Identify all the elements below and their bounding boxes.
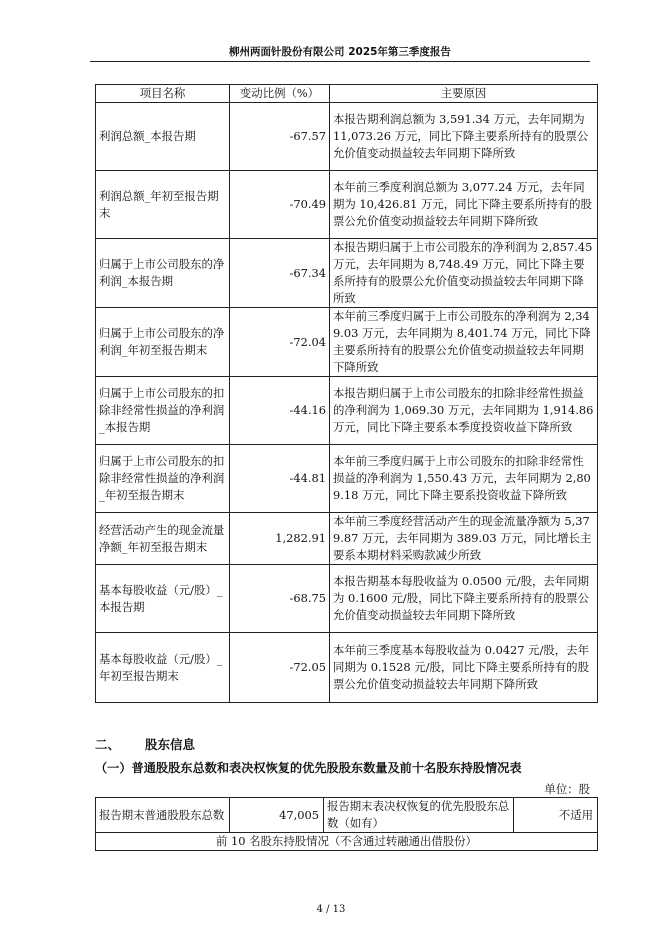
row-item-name: 经营活动产生的现金流量净额_年初至报告期末 [96,513,230,565]
row-reason: 本年前三季度归属于上市公司股东的净利润为 2,349.03 万元，去年同期为 8,401.74 万元，同比下降主要系所持有的股票公允价值变动损益较去年同期下降所致 [330,308,598,377]
row-item-name: 归属于上市公司股东的扣除非经常性损益的净利润_本报告期 [96,377,230,445]
row-reason: 本年前三季度基本每股收益为 0.0427 元/股，去年同期为 0.1528 元/股，同比下降主要系所持有的股票公允价值变动损益较去年同期下降所致 [330,633,598,703]
row-reason: 本报告期归属于上市公司股东的扣除非经常性损益的净利润为 1,069.30 万元，去年同期为 1,914.86 万元，同比下降主要系本季度投资收益下降所致 [330,377,598,445]
row-reason: 本年前三季度经营活动产生的现金流量净额为 5,379.87 万元，去年同期为 389.03 万元，同比增长主要系本期材料采购款减少所致 [330,513,598,565]
unit-label: 单位：股 [544,782,590,796]
shareholder-totals-row [96,798,598,833]
top10-caption: 前 10 名股东持股情况（不含通过转融通出借股份） [96,833,598,851]
shareholder-summary-table [95,797,598,851]
table-header-row [96,85,598,103]
row-item-name: 基本每股收益（元/股）_本报告期 [96,565,230,633]
preferred-shareholders-label: 报告期末表决权恢复的优先股股东总数（如有） [324,798,514,833]
row-item-name: 基本每股收益（元/股）_年初至报告期末 [96,633,230,703]
preferred-shareholders-value: 不适用 [514,798,598,833]
table-row [96,308,598,377]
row-change-ratio: -72.05 [230,633,330,703]
row-item-name: 归属于上市公司股东的净利润_本报告期 [96,239,230,308]
header-item-name: 项目名称 [96,85,230,103]
table-row [96,377,598,445]
row-item-name: 归属于上市公司股东的扣除非经常性损益的净利润_年初至报告期末 [96,445,230,513]
table-row [96,633,598,703]
header-divider [90,61,590,62]
row-change-ratio: 1,282.91 [230,513,330,565]
row-change-ratio: -72.04 [230,308,330,377]
page-header: 柳州两面针股份有限公司 2025年第三季度报告 [229,46,451,58]
section-title: 股东信息 [145,737,196,752]
table-row [96,565,598,633]
section-number: 二、 [95,737,121,752]
row-change-ratio: -44.16 [230,377,330,445]
page-number: 4 / 13 [316,904,346,915]
change-reason-table [95,84,598,703]
row-change-ratio: -68.75 [230,565,330,633]
row-reason: 本报告期基本每股收益为 0.0500 元/股，去年同期为 0.1600 元/股，同比下降主要系所持有的股票公允价值变动损益较去年同期下降所致 [330,565,598,633]
row-item-name: 归属于上市公司股东的净利润_年初至报告期末 [96,308,230,377]
row-reason: 本年前三季度利润总额为 3,077.24 万元，去年同期为 10,426.81 万元，同比下降主要系所持有的股票公允价值变动损益较去年同期下降所致 [330,171,598,239]
row-reason: 本报告期归属于上市公司股东的净利润为 2,857.45 万元，去年同期为 8,748.49 万元，同比下降主要系所持有的股票公允价值变动损益较去年同期下降所致 [330,239,598,308]
subsection-heading: （一）普通股股东总数和表决权恢复的优先股股东数量及前十名股东持股情况表 [95,761,522,775]
header-change-ratio: 变动比例（%） [230,85,330,103]
row-change-ratio: -44.81 [230,445,330,513]
row-item-name: 利润总额_年初至报告期末 [96,171,230,239]
top10-caption-row [96,833,598,851]
total-shareholders-label: 报告期末普通股股东总数 [96,798,230,833]
row-change-ratio: -67.34 [230,239,330,308]
total-shareholders-value: 47,005 [230,798,324,833]
row-reason: 本年前三季度归属于上市公司股东的扣除非经常性损益的净利润为 1,550.43 万元，去年同期为 2,809.18 万元，同比下降主要系投资收益下降所致 [330,445,598,513]
header-main-reason: 主要原因 [330,85,598,103]
section-heading-shareholders [95,735,195,753]
table-row [96,103,598,171]
table-row [96,445,598,513]
table-row [96,239,598,308]
row-reason: 本报告期利润总额为 3,591.34 万元，去年同期为 11,073.26 万元，同比下降主要系所持有的股票公允价值变动损益较去年同期下降所致 [330,103,598,171]
row-change-ratio: -70.49 [230,171,330,239]
row-change-ratio: -67.57 [230,103,330,171]
row-item-name: 利润总额_本报告期 [96,103,230,171]
table-row [96,513,598,565]
table-row [96,171,598,239]
